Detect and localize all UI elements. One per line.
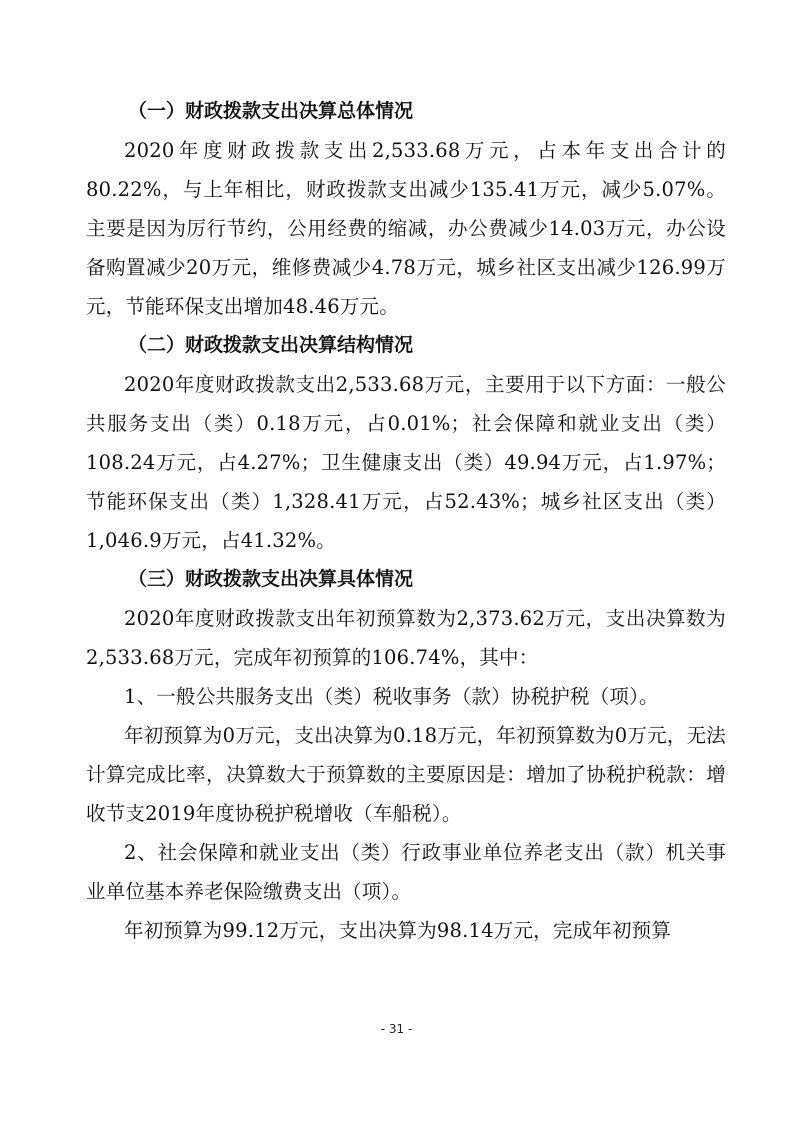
paragraph: 年初预算为0万元，支出决算为0.18万元，年初预算数为0万元，无法计算完成比率，决算数大于预算数的主要原因是：增加了协税护税款：增收节支2019年度协税护税增收（车船税）。 (86, 724, 726, 825)
list-item: 1、一般公共服务支出（类）税收事务（款）协税护税（项）。 (124, 685, 659, 708)
document-body (86, 92, 726, 950)
section-heading-2: （二）财政拨款支出决算结构情况 (128, 334, 414, 356)
page-number: - 31 - (380, 1022, 413, 1036)
paragraph: 2020年度财政拨款支出年初预算数为2,373.62万元，支出决算数为2,533.68万元，完成年初预算的106.74%，其中： (86, 607, 726, 669)
list-item: 2、社会保障和就业支出（类）行政事业单位养老支出（款）机关事业单位基本养老保险缴费支出（项）。 (86, 841, 726, 903)
paragraph: 年初预算为99.12万元，支出决算为98.14万元，完成年初预算 (124, 919, 672, 942)
section-heading-1: （一）财政拨款支出决算总体情况 (128, 100, 414, 122)
paragraph: 2020年度财政拨款支出2,533.68万元，占本年支出合计的80.22%，与上年相比，财政拨款支出减少135.41万元，减少5.07%。主要是因为厉行节约，公用经费的缩减，办公费减少14.03万元，办公设备购置减少20万元，维修费减少4.78万元，城乡社区支出减少126.99万元，节能环保支出增加48.46万元。 (86, 139, 726, 318)
paragraph: 2020年度财政拨款支出2,533.68万元，主要用于以下方面：一般公共服务支出（类）0.18万元，占0.01%；社会保障和就业支出（类）108.24万元，占4.27%；卫生健康支出（类）49.94万元，占1.97%；节能环保支出（类）1,328.41万元，占52.43%；城乡社区支出（类）1,046.9万元，占41.32%。 (86, 373, 726, 552)
section-heading-3: （三）财政拨款支出决算具体情况 (128, 568, 414, 590)
